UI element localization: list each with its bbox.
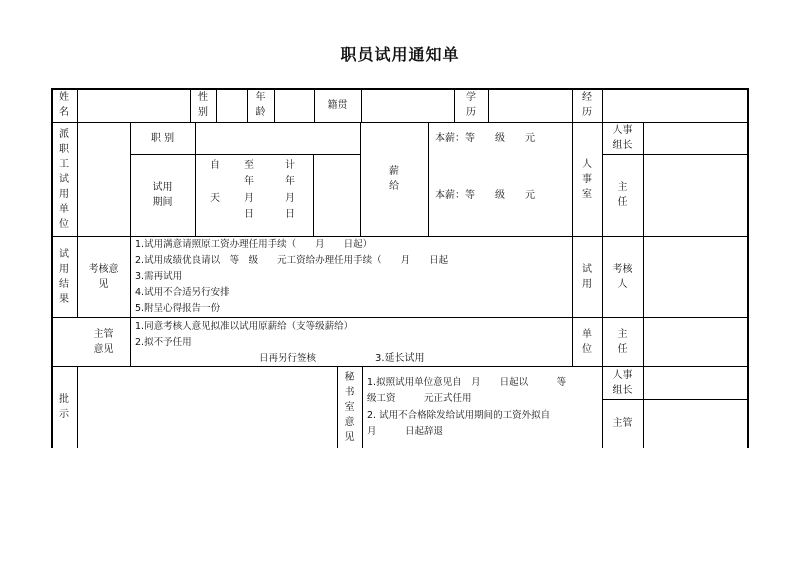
assessment-options — [135, 237, 567, 317]
col-divider — [643, 122, 644, 236]
table-border — [747, 88, 749, 448]
col-divider — [247, 88, 248, 122]
col-divider — [643, 366, 644, 448]
trial-result-label: 试用结果 — [59, 248, 69, 305]
row-divider — [130, 154, 360, 155]
period-total-year: 年 — [285, 176, 295, 187]
col-divider — [572, 88, 573, 122]
age-label: 年龄 — [255, 92, 266, 118]
position-value-cell[interactable] — [195, 122, 360, 154]
col-divider — [602, 366, 603, 448]
assessment-option-4[interactable]: 4.试用不合适另行安排 — [135, 287, 230, 298]
hometown-value-cell[interactable] — [361, 88, 454, 122]
row-divider — [51, 317, 749, 318]
col-divider — [602, 88, 603, 122]
col-divider — [572, 317, 573, 366]
col-divider — [313, 154, 314, 236]
col-divider — [314, 88, 315, 122]
experience-value-cell[interactable] — [602, 88, 749, 122]
period-total-day: 日 — [285, 209, 295, 220]
base-salary-1: 本薪：等 级 元 — [435, 133, 535, 144]
col-divider — [602, 236, 603, 317]
hr-head-label: 人事组长 — [612, 125, 633, 151]
col-divider — [428, 122, 429, 236]
col-divider — [77, 366, 78, 448]
director-label: 主任 — [617, 182, 628, 208]
table-border — [51, 88, 53, 448]
col-divider — [454, 88, 455, 122]
assessor-label: 考核人 — [612, 263, 633, 290]
approval-supervisor-label: 主管 — [612, 418, 633, 429]
probation-period-label: 试用期间 — [152, 182, 173, 208]
col-divider — [77, 236, 78, 317]
col-divider — [488, 88, 489, 122]
col-divider — [130, 122, 131, 236]
col-divider — [216, 88, 217, 122]
position-label: 职 别 — [150, 132, 175, 144]
dispatch-unit-label: 派职工试用单位 — [59, 128, 69, 230]
col-divider — [190, 88, 191, 122]
col-divider — [274, 88, 275, 122]
period-end-year: 年 — [244, 176, 254, 187]
col-divider — [362, 366, 363, 448]
supervisor-line-1[interactable]: 1.同意考核人意见拟准以试用原薪给（支等级薪给） — [135, 321, 354, 332]
table-border — [51, 88, 749, 90]
assessment-opinion-label: 考核意见 — [88, 263, 119, 290]
secretariat-line-1[interactable]: 1.拟照试用单位意见自 月 日起以 等 — [367, 377, 567, 388]
name-value-cell[interactable] — [77, 88, 190, 122]
col-divider — [77, 122, 78, 236]
col-divider — [361, 88, 362, 122]
probation-extra-cell[interactable] — [313, 154, 360, 236]
period-total-month: 月 — [285, 193, 295, 204]
assessment-option-1[interactable]: 1.试用满意请照原工资办理任用手续（ 月 日起） — [135, 239, 373, 250]
age-value-cell[interactable] — [274, 88, 314, 122]
supervisor-line-2[interactable]: 2.拟不予任用 — [135, 337, 192, 348]
col-divider — [643, 317, 644, 366]
approval-label: 批示 — [59, 394, 69, 420]
col-divider — [337, 366, 338, 448]
secretariat-line-2: 级工资 元正式任用 — [367, 393, 472, 404]
supervisor-opinion-label: 主管意见 — [93, 328, 114, 355]
hometown-label: 籍贯 — [327, 99, 348, 111]
approval-hr-head-label: 人事组长 — [612, 369, 633, 396]
period-to: 至 — [244, 160, 254, 171]
col-divider — [602, 122, 603, 236]
salary-label: 薪给 — [389, 166, 399, 192]
period-total: 计 — [285, 160, 295, 171]
unit-label: 单位 — [582, 328, 592, 355]
unit-director-label: 主任 — [617, 328, 628, 355]
col-divider — [572, 122, 573, 236]
col-divider — [360, 122, 361, 236]
col-divider — [643, 236, 644, 317]
col-divider — [77, 88, 78, 122]
col-divider — [130, 317, 131, 366]
col-divider — [602, 317, 603, 366]
period-days: 天 — [210, 193, 220, 204]
row-divider — [602, 154, 749, 155]
supervisor-line-3a: 日再另行签核 — [259, 353, 317, 364]
supervisor-line-3b[interactable]: 3.延长试用 — [375, 353, 425, 364]
hr-office-label: 人事室 — [582, 158, 592, 200]
approval-value-cell[interactable] — [77, 366, 337, 448]
row-divider — [602, 399, 749, 400]
period-end-month: 月 — [244, 193, 254, 204]
base-salary-2: 本薪：等 级 元 — [435, 190, 535, 201]
row-divider — [51, 122, 749, 123]
col-divider — [195, 122, 196, 236]
dispatch-unit-value-cell[interactable] — [77, 122, 130, 236]
assessment-option-2[interactable]: 2.试用成绩优良请以 等 级 元工资给办理任用手续（ 月 日起 — [135, 255, 449, 266]
col-divider — [572, 236, 573, 317]
secretariat-opinion-label: 秘书室意见 — [344, 371, 355, 443]
col-divider — [130, 236, 131, 317]
gender-label: 性别 — [198, 92, 208, 118]
period-end-day: 日 — [244, 209, 254, 220]
form-title: 职员试用通知单 — [340, 45, 460, 64]
name-label: 姓名 — [59, 92, 69, 118]
probation-form-table — [51, 88, 749, 448]
row-divider — [51, 236, 749, 237]
assessment-option-3[interactable]: 3.需再试用 — [135, 271, 183, 282]
secretariat-line-3[interactable]: 2. 试用不合格除发给试用期间的工资外拟自 — [367, 410, 551, 421]
experience-label: 经历 — [582, 92, 592, 118]
education-label: 学历 — [466, 92, 476, 118]
row-divider — [51, 366, 749, 367]
education-value-cell[interactable] — [488, 88, 572, 122]
trial-label: 试用 — [582, 263, 592, 290]
gender-value-cell[interactable] — [216, 88, 247, 122]
period-from: 自 — [210, 160, 220, 171]
secretariat-line-4: 月 日起辞退 — [367, 426, 444, 437]
assessment-option-5[interactable]: 5.附呈心得报告一份 — [135, 303, 221, 314]
